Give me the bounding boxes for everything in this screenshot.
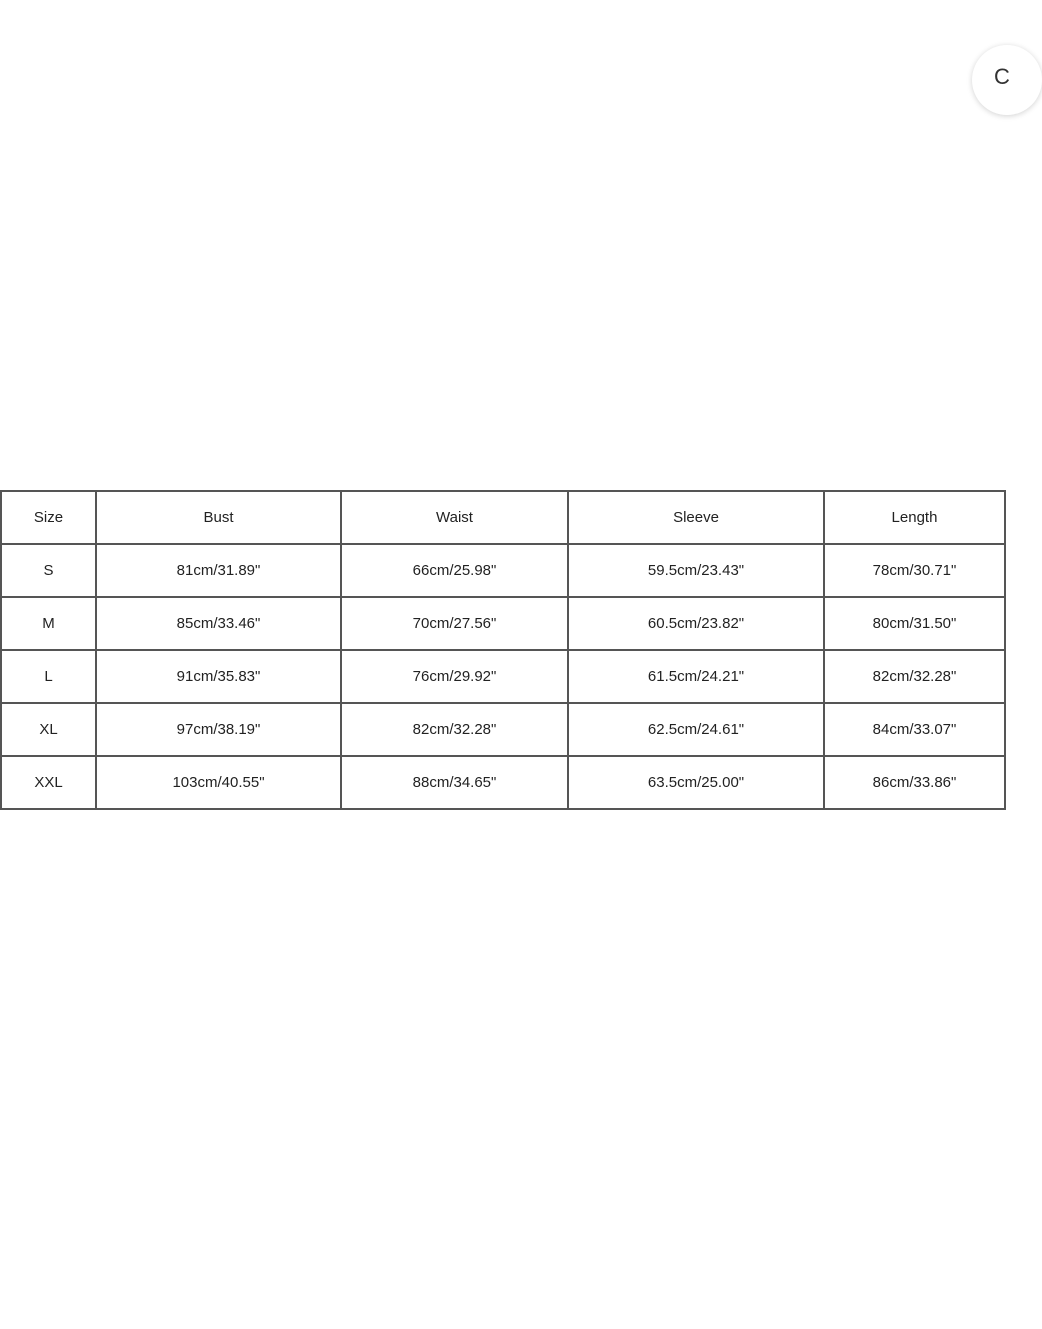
header-size: Size	[1, 491, 96, 544]
cell-length: 78cm/30.71"	[824, 544, 1005, 597]
size-chart-table	[0, 490, 1006, 810]
header-sleeve: Sleeve	[568, 491, 824, 544]
cell-length: 80cm/31.50"	[824, 597, 1005, 650]
cell-sleeve: 61.5cm/24.21"	[568, 650, 824, 703]
cell-size: XXL	[1, 756, 96, 809]
cell-waist: 88cm/34.65"	[341, 756, 568, 809]
cell-size: S	[1, 544, 96, 597]
cell-sleeve: 60.5cm/23.82"	[568, 597, 824, 650]
cell-sleeve: 62.5cm/24.61"	[568, 703, 824, 756]
table-header-row	[1, 491, 1005, 544]
cell-size: M	[1, 597, 96, 650]
table-row	[1, 544, 1005, 597]
header-length: Length	[824, 491, 1005, 544]
cell-waist: 66cm/25.98"	[341, 544, 568, 597]
cell-length: 86cm/33.86"	[824, 756, 1005, 809]
table-row	[1, 756, 1005, 809]
cell-length: 84cm/33.07"	[824, 703, 1005, 756]
cell-size: XL	[1, 703, 96, 756]
cell-bust: 103cm/40.55"	[96, 756, 341, 809]
floating-corner-button[interactable]	[972, 45, 1042, 115]
cell-bust: 81cm/31.89"	[96, 544, 341, 597]
cell-size: L	[1, 650, 96, 703]
cell-waist: 82cm/32.28"	[341, 703, 568, 756]
cell-bust: 97cm/38.19"	[96, 703, 341, 756]
header-bust: Bust	[96, 491, 341, 544]
cell-bust: 85cm/33.46"	[96, 597, 341, 650]
table-row	[1, 650, 1005, 703]
cell-sleeve: 59.5cm/23.43"	[568, 544, 824, 597]
cell-waist: 76cm/29.92"	[341, 650, 568, 703]
cell-waist: 70cm/27.56"	[341, 597, 568, 650]
header-waist: Waist	[341, 491, 568, 544]
circle-icon: C	[994, 64, 1010, 89]
cell-sleeve: 63.5cm/25.00"	[568, 756, 824, 809]
cell-bust: 91cm/35.83"	[96, 650, 341, 703]
table-row	[1, 597, 1005, 650]
cell-length: 82cm/32.28"	[824, 650, 1005, 703]
table-row	[1, 703, 1005, 756]
